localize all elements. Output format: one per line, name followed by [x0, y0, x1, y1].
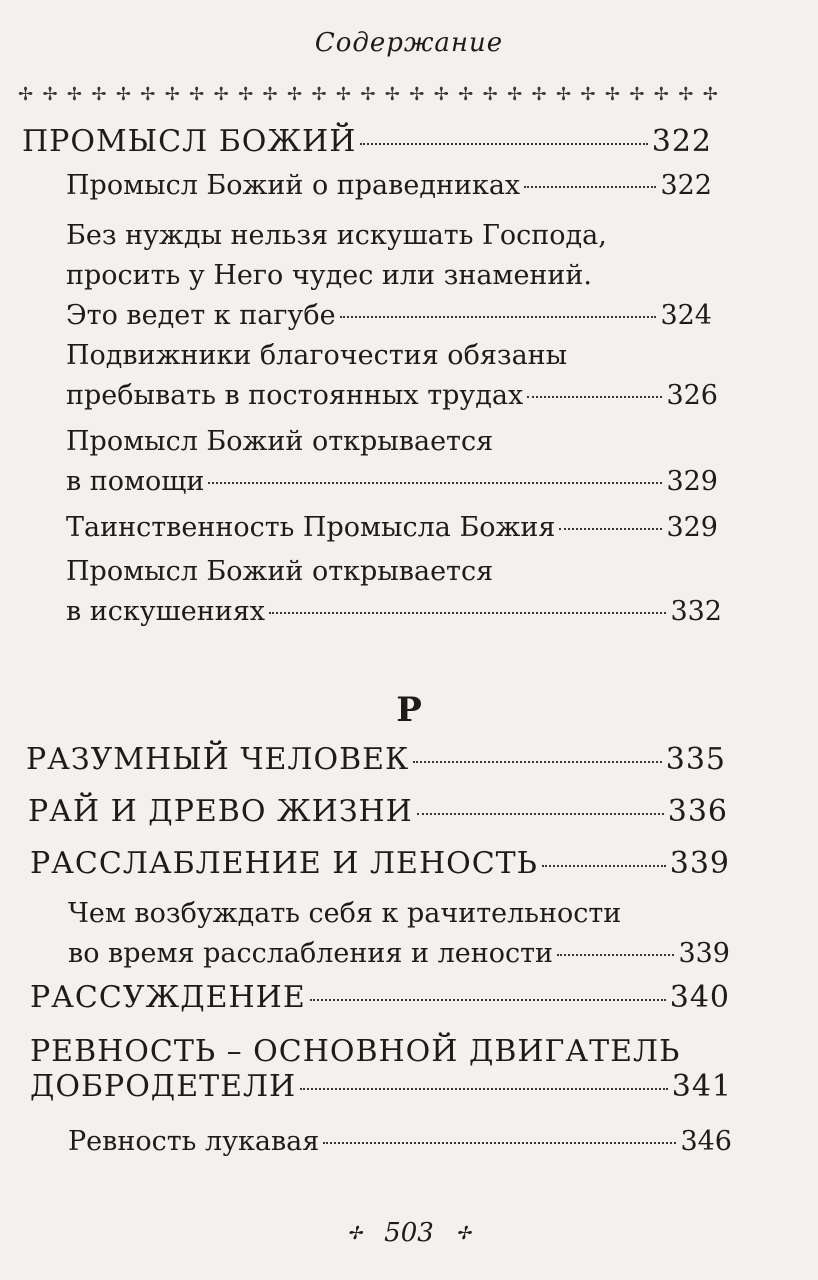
entry-title: РАЗУМНЫЙ ЧЕЛОВЕК: [26, 742, 410, 777]
entry-page-number: 339: [678, 938, 730, 969]
entry-title: РАССЛАБЛЕНИЕ И ЛЕНОСТЬ: [30, 846, 538, 881]
entry-page-number: 324: [660, 300, 712, 331]
entry-title: Промысл Божий открывается: [66, 426, 494, 457]
entry-line: [66, 336, 718, 376]
entry-title: во время расслабления и лености: [68, 938, 553, 969]
entry-title: Таинственность Промысла Божия: [66, 512, 556, 543]
entry-title: РЕВНОСТЬ – ОСНОВНОЙ ДВИГАТЕЛЬ: [30, 1034, 681, 1069]
ornament-icon: ✢: [164, 84, 180, 105]
ornament-icon: ✢: [555, 84, 572, 105]
entry-page-number: 326: [666, 380, 718, 411]
entry-line: [22, 124, 712, 159]
ornament-icon: ✢: [91, 84, 107, 105]
dot-leader: [323, 1142, 676, 1144]
entry-page-number: 322: [660, 170, 712, 201]
dot-leader: [300, 1088, 668, 1090]
entry-title: в помощи: [66, 466, 205, 497]
entry-line: [66, 216, 712, 256]
entry-title: пребывать в постоянных трудах: [66, 380, 524, 411]
dot-leader: [524, 186, 656, 188]
ornament-icon: ✢: [311, 84, 327, 105]
entry-line: [30, 1034, 732, 1069]
ornament-icon: ✢: [360, 84, 376, 105]
toc-entry[interactable]: [28, 794, 728, 829]
ornament-icon: ✢: [604, 84, 620, 105]
page-number: 503: [384, 1218, 434, 1248]
ornament-icon: ✢: [384, 84, 400, 105]
entry-page-number: 341: [671, 1069, 732, 1104]
dot-leader: [360, 143, 647, 145]
entry-title: Промысл Божий открывается: [66, 556, 494, 587]
entry-line: [66, 552, 722, 592]
ornament-icon: ✢: [433, 84, 449, 105]
ornament-icon: ✢: [458, 84, 474, 105]
dot-leader: [527, 396, 662, 398]
entry-line: [28, 794, 728, 829]
toc-entry[interactable]: [66, 336, 718, 416]
entry-line: [66, 296, 712, 336]
dot-leader: [542, 865, 666, 867]
ornament-icon: ✢: [66, 84, 82, 105]
entry-title: Ревность лукавая: [68, 1126, 320, 1157]
entry-page-number: 332: [670, 596, 722, 627]
dot-leader: [557, 954, 674, 956]
entry-page-number: 340: [669, 980, 730, 1015]
dot-leader: [417, 813, 664, 815]
ornament-icon: ✢: [115, 84, 131, 105]
dot-leader: [208, 482, 662, 484]
ornament-icon: ✢: [409, 84, 425, 105]
toc-entry[interactable]: [66, 508, 718, 548]
ornament-icon: ✢: [335, 84, 351, 105]
entry-line: [68, 894, 730, 934]
entry-title: ДОБРОДЕТЕЛИ: [30, 1069, 297, 1104]
ornament-icon: ✢: [286, 84, 303, 105]
entry-page-number: 329: [666, 466, 718, 497]
entry-line: [66, 422, 718, 462]
ornament-icon: ✢: [213, 84, 229, 105]
entry-line: [30, 980, 730, 1015]
ornament-icon: ✢: [702, 84, 718, 105]
entry-line: [66, 592, 722, 632]
entry-line: [30, 846, 730, 881]
ornament-icon: ✢: [347, 1222, 363, 1244]
entry-line: [68, 934, 730, 974]
entry-line: [30, 1069, 732, 1104]
entry-line: [66, 376, 718, 416]
toc-entry[interactable]: [30, 980, 730, 1015]
entry-line: [66, 256, 712, 296]
toc-entry[interactable]: [66, 552, 722, 632]
entry-title: Подвижники благочестия обязаны: [66, 340, 568, 371]
ornament-icon: ✢: [42, 84, 58, 105]
entry-title: в искушениях: [66, 596, 265, 627]
entry-line: [66, 166, 712, 206]
ornament-icon: ✢: [653, 84, 669, 105]
ornament-icon: ✢: [531, 84, 547, 105]
dot-leader: [310, 999, 666, 1001]
ornament-icon: ✢: [262, 84, 278, 105]
dot-leader: [413, 761, 661, 763]
entry-title: Это ведет к пагубе: [66, 300, 336, 331]
dot-leader: [559, 528, 662, 530]
entry-title: РАССУЖДЕНИЕ: [30, 980, 306, 1015]
entry-title: ПРОМЫСЛ БОЖИЙ: [22, 124, 357, 159]
toc-entry[interactable]: [30, 1034, 732, 1104]
toc-entry[interactable]: [66, 216, 712, 336]
ornament-icon: ✢: [507, 84, 523, 105]
running-head: Содержание: [314, 28, 504, 58]
entry-title: просить у Него чудес или знамений.: [66, 260, 592, 291]
entry-line: [66, 462, 718, 502]
ornament-icon: ✢: [482, 84, 498, 105]
entry-page-number: 339: [669, 846, 730, 881]
toc-entry[interactable]: [66, 422, 718, 502]
toc-entry[interactable]: [66, 166, 712, 206]
entry-line: [68, 1122, 732, 1162]
ornament-icon: ✢: [629, 84, 645, 105]
entry-page-number: 322: [651, 124, 712, 159]
entry-title: Промысл Божий о праведниках: [66, 170, 521, 201]
entry-title: Без нужды нельзя искушать Господа,: [66, 220, 607, 251]
entry-page-number: 336: [667, 794, 728, 829]
entry-page-number: 329: [666, 512, 718, 543]
entry-line: [66, 508, 718, 548]
dot-leader: [340, 316, 657, 318]
section-letter: Р: [396, 690, 422, 730]
entry-title: Чем возбуждать себя к рачительности: [68, 898, 622, 929]
ornament-icon: ✢: [18, 84, 34, 105]
entry-line: [26, 742, 726, 777]
entry-title: РАЙ И ДРЕВО ЖИЗНИ: [28, 794, 413, 829]
ornament-icon: ✢: [580, 84, 596, 105]
toc-entry[interactable]: [26, 742, 726, 777]
ornament-icon: ✢: [238, 84, 254, 105]
page-footer: [0, 1218, 818, 1248]
entry-page-number: 346: [680, 1126, 732, 1157]
toc-entry[interactable]: [30, 846, 730, 881]
entry-page-number: 335: [665, 742, 726, 777]
dot-leader: [269, 612, 666, 614]
ornament-icon: ✢: [189, 84, 205, 105]
ornament-divider: [18, 84, 718, 105]
ornament-icon: ✢: [455, 1222, 471, 1244]
toc-entry[interactable]: [68, 894, 730, 974]
ornament-icon: ✢: [140, 84, 156, 105]
toc-entry[interactable]: [68, 1122, 732, 1162]
ornament-icon: ✢: [678, 84, 694, 105]
toc-entry[interactable]: [22, 124, 712, 159]
